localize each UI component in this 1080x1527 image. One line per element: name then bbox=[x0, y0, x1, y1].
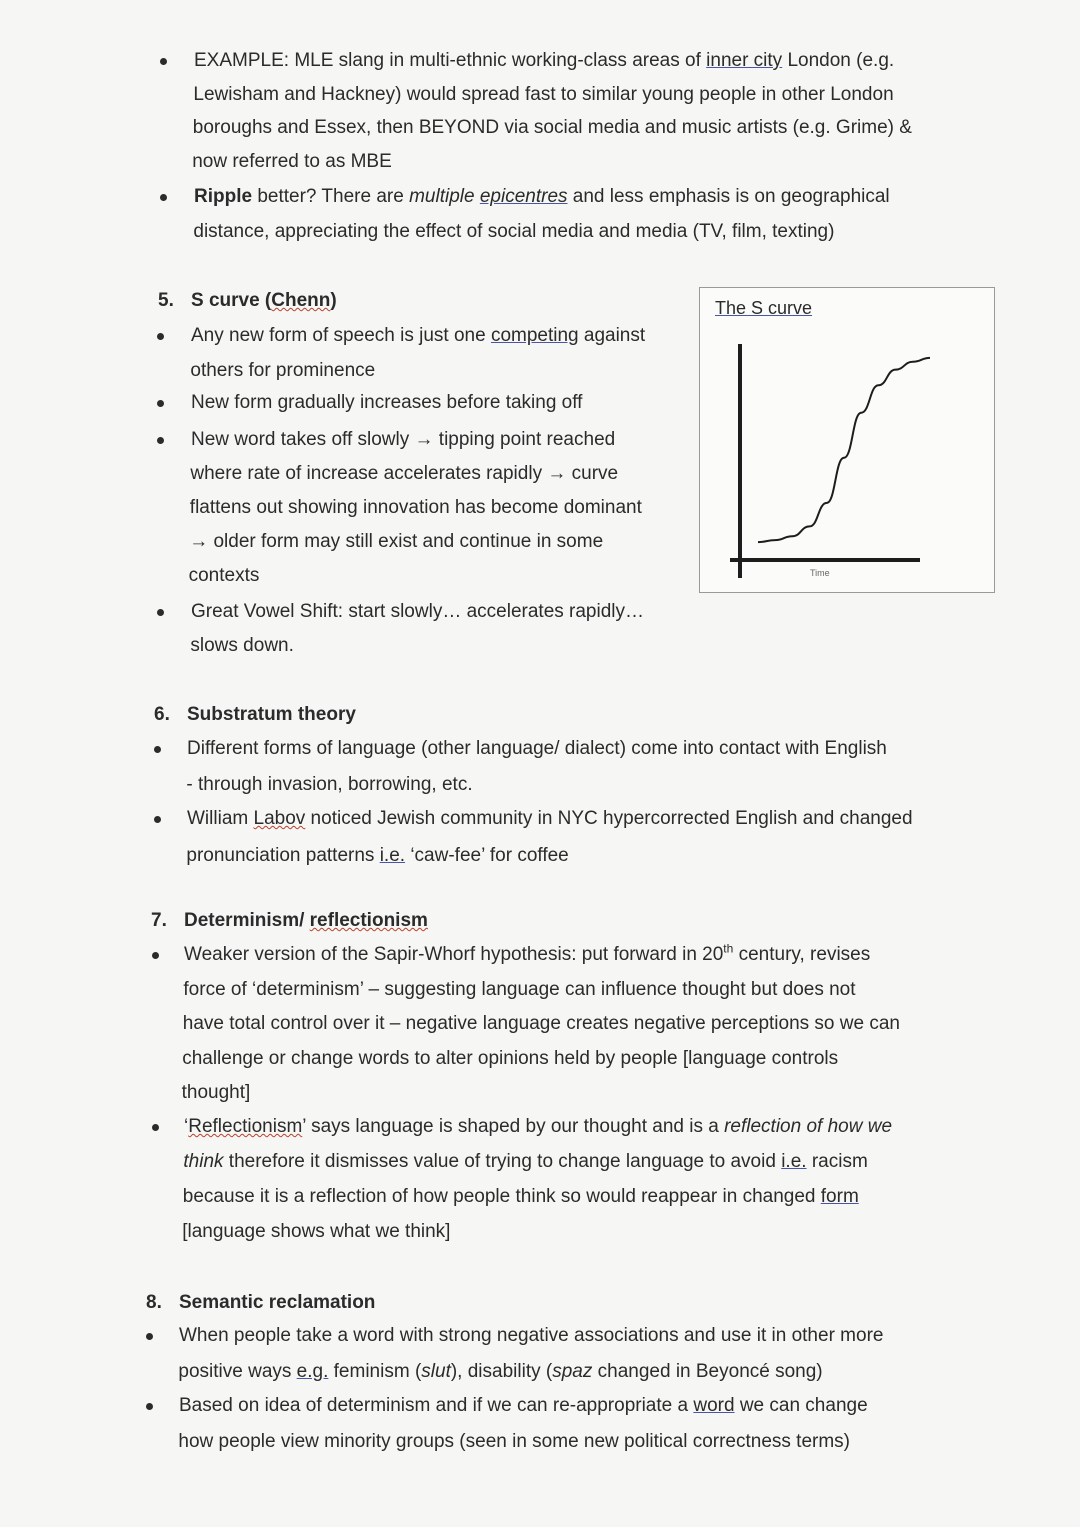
bullet-text-line bbox=[186, 843, 568, 869]
text-run: slows down. bbox=[190, 635, 294, 656]
bullet-text-line bbox=[178, 1429, 850, 1455]
text-run: force of ‘determinism’ – suggesting language can influence thought but does not bbox=[183, 978, 856, 1000]
text-run: slut bbox=[421, 1361, 451, 1382]
text-run: century, revises bbox=[733, 944, 871, 965]
text-run: feminism ( bbox=[328, 1361, 422, 1382]
text-run: EXAMPLE: MLE slang in multi-ethnic working-class areas of bbox=[194, 50, 707, 71]
text-run: distance, appreciating the effect of social media and media (TV, film, texting) bbox=[193, 221, 835, 242]
text-run: ‘caw-fee’ for coffee bbox=[405, 845, 569, 866]
bullet-text-line bbox=[193, 115, 912, 141]
bullet-marker bbox=[160, 58, 167, 65]
section-title bbox=[179, 1290, 375, 1316]
bullet-text-line bbox=[182, 1219, 450, 1245]
bullet-text-line bbox=[191, 427, 615, 453]
text-run: pronunciation patterns bbox=[186, 845, 380, 866]
text-run: Lewisham and Hackney) would spread fast to similar young people in other London bbox=[193, 83, 894, 105]
text-run: epicentres bbox=[479, 186, 568, 207]
section-title-name: Chenn bbox=[271, 290, 331, 311]
text-run: positive ways bbox=[178, 1361, 297, 1382]
text-run: others for prominence bbox=[190, 360, 376, 381]
text-run: therefore it dismisses value of trying to change language to avoid bbox=[223, 1151, 782, 1172]
text-run: form bbox=[820, 1186, 859, 1207]
bullet-marker bbox=[154, 816, 161, 823]
text-run: where rate of increase accelerates rapidly → curve bbox=[190, 463, 619, 484]
bullet-marker bbox=[146, 1403, 153, 1410]
section-title-text: S curve ( bbox=[191, 290, 272, 311]
text-run: New form gradually increases before taking off bbox=[191, 392, 583, 413]
text-run: Weaker version of the Sapir-Whorf hypothesis: put forward in 20 bbox=[184, 944, 724, 965]
bullet-text-line bbox=[191, 390, 582, 416]
text-run: Any new form of speech is just one bbox=[191, 325, 491, 346]
text-run: flattens out showing innovation has become dominant bbox=[189, 497, 642, 518]
text-run: noticed Jewish community in NYC hypercorrected English and changed bbox=[305, 808, 913, 829]
bullet-text-line bbox=[187, 736, 887, 762]
bullet-text-line bbox=[178, 1359, 822, 1385]
x-axis-label: Time bbox=[810, 568, 830, 578]
text-run: spaz bbox=[552, 1361, 593, 1382]
bullet-text-line bbox=[187, 806, 913, 832]
text-run: e.g. bbox=[296, 1361, 329, 1382]
s-curve-figure bbox=[699, 287, 995, 593]
bullet-text-line bbox=[179, 1393, 868, 1419]
text-run: Labov bbox=[253, 808, 306, 829]
text-run: changed in Beyoncé song) bbox=[592, 1361, 823, 1382]
bullet-marker bbox=[152, 952, 159, 959]
text-run: Different forms of language (other language/ dialect) come into contact with English bbox=[187, 738, 887, 759]
text-run: th bbox=[723, 941, 734, 956]
text-run: word bbox=[693, 1395, 735, 1416]
bullet-text-line bbox=[183, 977, 855, 1003]
s-curve-chart bbox=[700, 288, 996, 594]
bullet-marker bbox=[157, 609, 164, 616]
bullet-marker bbox=[157, 333, 164, 340]
text-run: because it is a reflection of how people think so would reappear in changed bbox=[182, 1186, 821, 1207]
bullet-text-line bbox=[183, 1184, 859, 1210]
text-run: against bbox=[578, 325, 646, 346]
text-run: New word takes off slowly → tipping point reached bbox=[191, 429, 616, 450]
text-run: and less emphasis is on geographical bbox=[567, 186, 890, 207]
bullet-text-line bbox=[189, 563, 260, 589]
bullet-text-line bbox=[182, 1046, 838, 1072]
text-run: Great Vowel Shift: start slowly… accelerates rapidly… bbox=[191, 601, 645, 622]
section-title bbox=[187, 702, 356, 728]
text-run: now referred to as MBE bbox=[192, 150, 392, 172]
text-run: contexts bbox=[188, 565, 260, 586]
bullet-marker bbox=[157, 400, 164, 407]
text-run: London (e.g. bbox=[782, 50, 895, 71]
text-run: - through invasion, borrowing, etc. bbox=[186, 774, 473, 795]
text-run: we can change bbox=[734, 1395, 868, 1416]
bullet-text-line bbox=[193, 219, 834, 245]
text-run: inner city bbox=[706, 50, 783, 71]
bullet-text-line bbox=[190, 633, 294, 659]
bullet-text-line bbox=[182, 1080, 251, 1106]
bullet-text-line bbox=[190, 461, 618, 487]
text-run: thought] bbox=[181, 1082, 251, 1103]
bullet-text-line bbox=[183, 1149, 867, 1175]
text-run: better? There are bbox=[252, 186, 410, 207]
text-run: i.e. bbox=[781, 1151, 807, 1172]
text-run: racism bbox=[806, 1151, 868, 1172]
bullet-text-line bbox=[189, 529, 603, 555]
bullet-marker bbox=[157, 437, 164, 444]
section-title-text: Determinism/ bbox=[184, 910, 310, 931]
bullet-text-line bbox=[186, 772, 472, 798]
section-title bbox=[184, 908, 428, 934]
bullet-text-line bbox=[190, 495, 642, 521]
bullet-text-line bbox=[192, 149, 392, 175]
chart-title: The S curve bbox=[715, 298, 813, 318]
text-run: i.e. bbox=[379, 845, 406, 866]
bullet-marker bbox=[152, 1124, 159, 1131]
bullet-text-line bbox=[194, 48, 894, 74]
section-number: 5. bbox=[158, 290, 174, 311]
text-run: Ripple bbox=[194, 186, 253, 207]
text-run: When people take a word with strong negative associations and use it in other more bbox=[179, 1325, 884, 1346]
bullet-text-line bbox=[191, 599, 644, 625]
text-run: multiple bbox=[409, 186, 480, 207]
text-run: Reflectionism bbox=[188, 1116, 303, 1137]
bullet-text-line bbox=[184, 1114, 892, 1140]
text-run: reflection of how we bbox=[724, 1116, 893, 1137]
bullet-text-line bbox=[191, 323, 645, 349]
section-title-end: ) bbox=[330, 290, 337, 311]
bullet-text-line bbox=[193, 82, 893, 108]
text-run: have total control over it – negative language creates negative perceptions so we can bbox=[182, 1013, 900, 1034]
section-title-name: reflectionism bbox=[309, 910, 428, 931]
section-title bbox=[191, 288, 337, 314]
bullet-text-line bbox=[179, 1323, 883, 1349]
text-run: think bbox=[183, 1151, 224, 1172]
section-number: 8. bbox=[146, 1292, 162, 1313]
text-run: competing bbox=[490, 325, 579, 346]
section-title-text: Substratum theory bbox=[187, 704, 356, 725]
text-run: ‘ bbox=[184, 1116, 189, 1137]
bullet-text-line bbox=[194, 184, 890, 210]
bullet-marker bbox=[154, 746, 161, 753]
bullet-text-line bbox=[184, 942, 870, 968]
section-number: 7. bbox=[151, 910, 167, 931]
text-run: challenge or change words to alter opinions held by people [language controls bbox=[182, 1047, 839, 1069]
section-number: 6. bbox=[154, 704, 170, 725]
bullet-marker bbox=[160, 194, 167, 201]
s-curve-line bbox=[758, 358, 930, 542]
text-run: boroughs and Essex, then BEYOND via social media and music artists (e.g. Grime) & bbox=[192, 117, 912, 138]
text-run: Based on idea of determinism and if we can re-appropriate a bbox=[179, 1395, 694, 1416]
bullet-marker bbox=[146, 1333, 153, 1340]
text-run: [language shows what we think] bbox=[182, 1221, 451, 1242]
text-run: ), disability ( bbox=[450, 1361, 553, 1382]
bullet-text-line bbox=[190, 358, 375, 384]
text-run: how people view minority groups (seen in some new political correctness terms) bbox=[178, 1431, 851, 1452]
text-run: William bbox=[187, 808, 254, 829]
text-run: → older form may still exist and continue in some bbox=[189, 531, 604, 552]
text-run: ’ says language is shaped by our thought and is a bbox=[302, 1116, 725, 1137]
bullet-text-line bbox=[183, 1011, 900, 1037]
section-title-text: Semantic reclamation bbox=[179, 1292, 376, 1313]
